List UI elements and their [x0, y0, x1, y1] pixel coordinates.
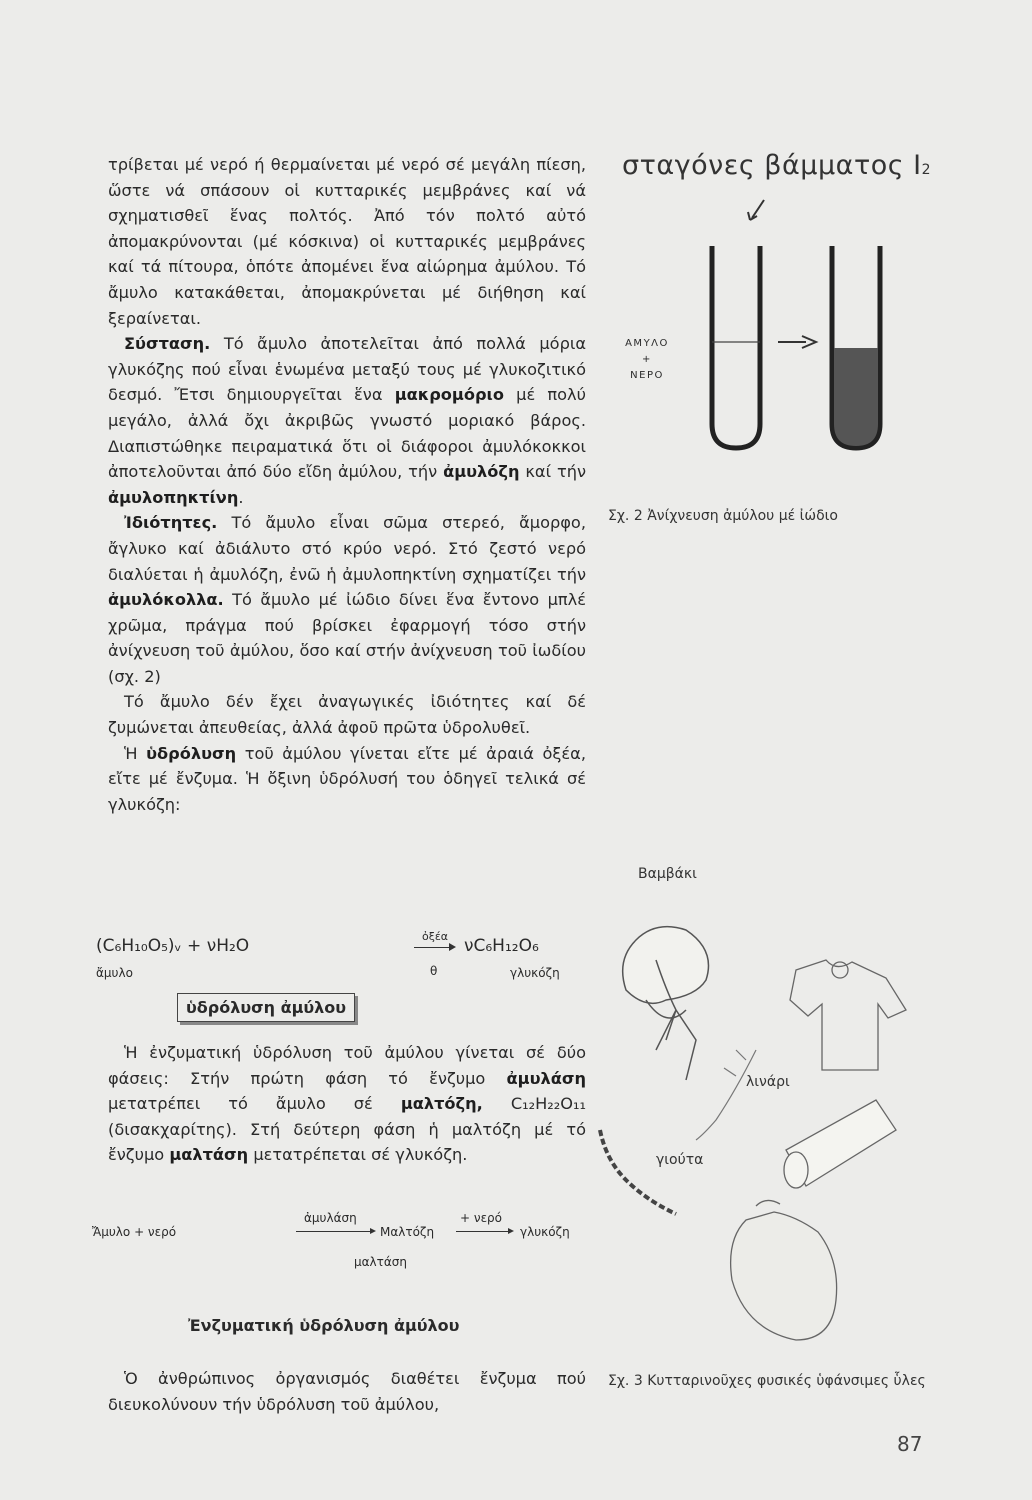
text-span: . [238, 487, 244, 507]
text-column-middle [108, 1040, 586, 1168]
reaction-arrow-icon [456, 1231, 512, 1232]
paragraph-hydrolysis [108, 741, 586, 818]
text-span: Τό ἄμυλο εἶναι σῶμα στερεό, ἄμορφο, ἄγλυκο καί ἀδιάλυτο στό κρύο νερό. Στό ζεστό νερό διαλύεται ἡ ἀμυλόζη, ἐνῶ ἡ ἀμυλοπηκτίνη σχηματίζει τήν [108, 513, 586, 584]
paragraph-enzymatic [108, 1040, 586, 1168]
paragraph-human: Ὁ ἀνθρώπινος ὀργανισμός διαθέτει ἔνζυμα πού διευκολύνουν τήν ὑδρόλυση τοῦ ἀμύλου, [108, 1369, 586, 1414]
paragraph-pulp: τρίβεται μέ νερό ή θερμαίνεται μέ νερό σέ μεγάλη πίεση, ὥστε νά σπάσουν οἱ κυτταρικές μεμβράνες καί νά σχηματισθεῖ ἕνας πολτός. Ἀπό τόν πολτό αὐτό ἀπομακρύνονται (μέ κόσκινα) οἱ κυτταρικές μεμβράνες καί τά πίτουρα, ὁπότε ἀπομένει ἕνα αἰώρημα ἀμύλου. Τό ἄμυλο κατακάθεται, ἀπομακρύνεται μέ διήθηση καί ξεραίνεται. [108, 155, 586, 328]
term-amylase: ἀμυλάση [506, 1068, 586, 1088]
enzymatic-reaction [92, 1211, 570, 1275]
term-properties: Ἰδιότητες. [124, 513, 218, 533]
reaction-enzyme-1: ἀμυλάση [304, 1211, 357, 1225]
reaction-arrow-icon [414, 947, 454, 948]
equation-heat: θ [430, 964, 438, 978]
fig2-title-subscript: 2 [921, 162, 932, 178]
text-column-bottom [108, 1366, 586, 1417]
label-cotton: Βαμβάκι [638, 866, 697, 882]
fabric-roll-icon [784, 1100, 896, 1188]
text-span: τοῦ ἀμύλου γίνεται εἴτε μέ ἀραιά ὀξέα, εἴτε μέ ἔνζυμα. Ἡ ὄξινη ὑδρόλυσή του ὁδηγεῖ τελικά σέ γλυκόζη: [108, 743, 586, 814]
text-span: Τό ἄμυλο ἀποτελεῖται ἀπό πολλά μόρια γλυκόζης πού εἶναι ἑνωμένα μεταξύ τους μέ γλυκοζιτικό δεσμό. Ἔτσι δημιουργεῖται ἕνα [108, 334, 586, 405]
equation-catalyst: ὀξέα [422, 930, 449, 943]
term-starch-paste: ἀμυλόκολλα. [108, 590, 224, 610]
test-tubes-illustration [690, 196, 900, 466]
fig2-title [622, 150, 931, 181]
reaction-intermediate: Μαλτόζη [380, 1225, 435, 1239]
equation-lhs: (C₆H₁₀O₅)ᵥ + νH₂O [96, 936, 250, 956]
text-span: καί τήν [519, 462, 586, 482]
reaction-arrow-icon [296, 1231, 374, 1232]
paragraph-properties [108, 510, 586, 689]
label-line: ΑΜΥΛΟ [625, 338, 669, 349]
reaction-water: + νερό [460, 1211, 503, 1225]
text-span: Ἡ [124, 743, 147, 763]
shirt-icon [790, 960, 906, 1070]
label-glucose: γλυκόζη [510, 966, 560, 980]
figure-heading: Ἐνζυματική ὑδρόλυση ἀμύλου [188, 1316, 460, 1335]
label-line: ΝΕΡΟ [630, 370, 664, 381]
cotton-plant-icon [623, 927, 709, 1080]
page-number: 87 [897, 1432, 923, 1456]
term-composition: Σύσταση. [124, 334, 211, 354]
term-amylopectin: ἀμυλοπηκτίνη [108, 487, 239, 507]
fig3-caption: Σχ. 3 Κυτταρινοῦχες φυσικές ὑφάνσιμες ὗλες [608, 1373, 926, 1389]
rope-icon [600, 1130, 676, 1214]
term-macromolecule: μακρομόριο [394, 385, 504, 405]
label-starch: ἄμυλο [96, 966, 133, 980]
flax-icon [696, 1050, 756, 1140]
natural-fibers-illustration [596, 900, 936, 1360]
starch-water-label [622, 336, 672, 384]
paragraph-composition [108, 331, 586, 510]
text-span: Τό ἄμυλο μέ ἰώδιο δίνει ἕνα ἔντονο μπλέ χρῶμα, πράγμα πού βρίσκει ἐφαρμογή τόσο στήν ἀνίχνευση τοῦ ἀμύλου, ὅσο καί στήν ἀνίχνευση τοῦ ἰωδίου (σχ. 2) [108, 590, 586, 686]
sack-icon [731, 1200, 837, 1340]
fig2-title-text: σταγόνες βάμματος I [622, 150, 922, 181]
term-maltose: μαλτόζη, [400, 1094, 483, 1114]
text-span: μετατρέπεται σέ γλυκόζη. [248, 1145, 468, 1165]
hydrolysis-box-label: ὑδρόλυση ἀμύλου [177, 993, 355, 1022]
fig2-caption: Σχ. 2 Ἀνίχνευση ἀμύλου μέ ἰώδιο [608, 508, 838, 524]
label-line: + [642, 354, 652, 365]
term-amylose: ἀμυλόζη [443, 462, 520, 482]
reaction-product: γλυκόζη [520, 1225, 570, 1239]
text-span: C₁₂H₂₂O₁₁ (δισακχαρίτης). Στή δεύτερη φάση ἡ μαλτόζη μέ τό ἔνζυμο [108, 1094, 586, 1165]
equation-rhs: νC₆H₁₂O₆ [464, 936, 539, 956]
label-linen: λινάρι [746, 1074, 790, 1090]
reaction-reactant: Ἄμυλο + νερό [92, 1225, 177, 1239]
text-span: Ἡ ἐνζυματική ὑδρόλυση τοῦ ἀμύλου γίνεται σέ δύο φάσεις: Στήν πρώτη φάση τό ἔνζυμο [108, 1043, 586, 1088]
reaction-enzyme-2: μαλτάση [354, 1255, 407, 1269]
text-span: μέ πολύ μεγάλο, ἀλλά ὄχι ἀκριβῶς γνωστό μοριακό βάρος. Διαπιστώθηκε πειραματικά ὅτι οἱ διάφοροι ἀμυλόκοκκοι ἀποτελοῦνται ἀπό δύο εἴδη ἀμύλου, τήν [108, 385, 586, 482]
text-span: μετατρέπει τό ἄμυλο σέ [108, 1094, 401, 1114]
term-hydrolysis: ὑδρόλυση [146, 743, 237, 763]
paragraph-reducing: Τό ἄμυλο δέν ἔχει ἀναγωγικές ἰδιότητες καί δέ ζυμώνεται ἀπευθείας, ἀλλά ἀφοῦ πρῶτα ὑδρολυθεῖ. [108, 692, 586, 738]
label-jute: γιούτα [656, 1152, 704, 1168]
text-column-top [108, 152, 586, 817]
term-maltase: μαλτάση [169, 1145, 249, 1165]
